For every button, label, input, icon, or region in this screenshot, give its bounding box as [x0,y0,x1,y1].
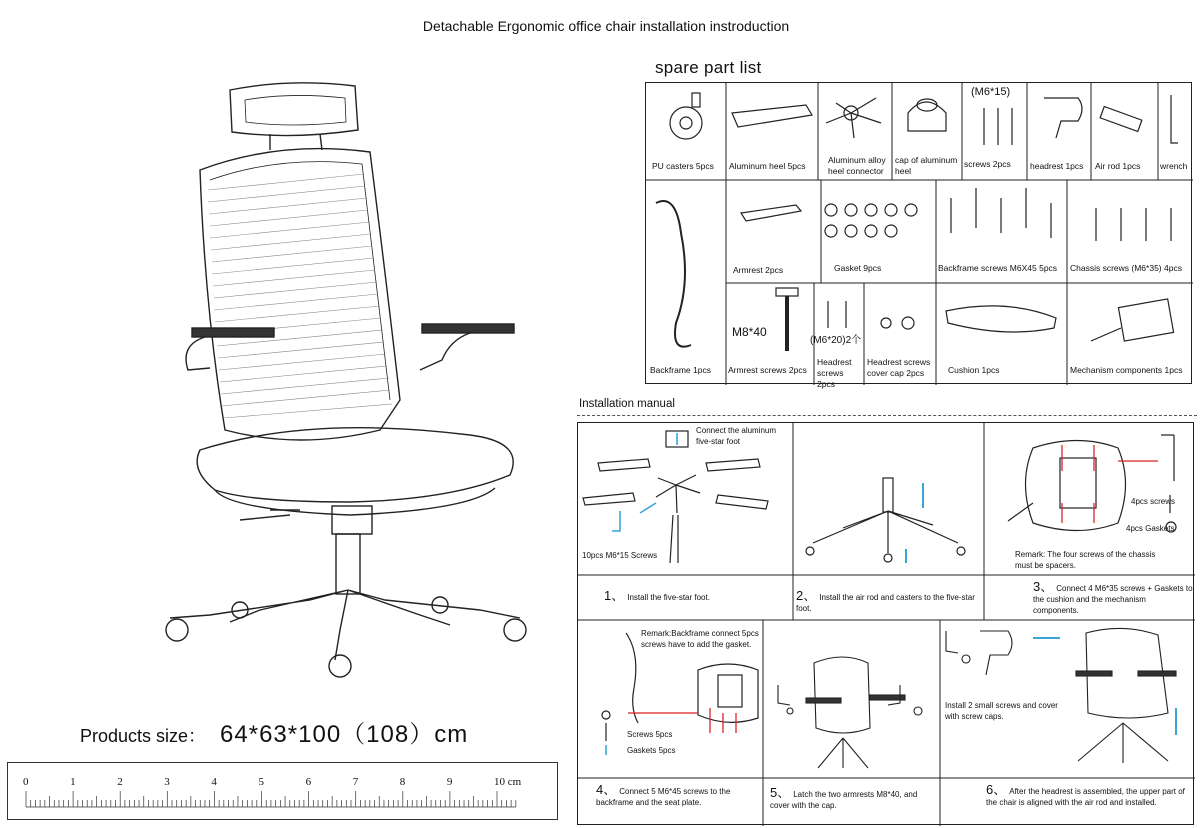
installation-grid [577,422,1194,825]
ruler-label: 10 cm [494,776,522,788]
step-5-caption [770,787,935,811]
step4-remark: Remark:Backframe connect 5pcs screws have to add the gasket. [641,629,759,649]
part-gasket: Gasket 9pcs [834,263,882,273]
step4-screws-note: Screws 5pcs [627,730,673,739]
part-cap-of-aluminum-heel: cap of aluminum heel [895,155,958,176]
ruler-label: 0 [23,776,29,788]
step6-note: Install 2 small screws and cover with screw caps. [945,701,1058,721]
part-headrest-cover-cap: Headrest screws cover cap 2pcs [867,357,931,378]
step-2-text: Install the air rod and casters to the five-star foot. [796,593,975,613]
step-2-caption [796,590,981,614]
step3-remark: Remark: The four screws of the chassis must be spacers. [1015,550,1156,570]
step-4-number: 4、 [596,782,617,797]
part-aluminum-alloy-connector: Aluminum alloy heel connector [828,155,886,176]
part-pu-casters: PU casters 5pcs [652,161,714,171]
part-backframe-screws: Backframe screws M6X45 5pcs [938,263,1058,273]
spare-part-list-title: spare part list [655,58,762,77]
ruler [7,762,558,820]
part-headrest: headrest 1pcs [1030,161,1084,171]
step-3-text: Connect 4 M6*35 screws + Gaskets to the cushion and the mechanism components. [1033,584,1193,615]
step-3-number: 3、 [1033,579,1054,594]
step1-callout: Connect the aluminum five-star foot [696,426,777,446]
step3-gaskets-note: 4pcs Gaskets [1126,524,1175,533]
ruler-label: 4 [211,776,217,788]
part-air-rod: Air rod 1pcs [1095,161,1141,171]
ruler-label: 3 [164,776,170,788]
ruler-label: 2 [117,776,123,788]
part-headrest-screws: Headrest screws 2pcs [817,357,852,389]
chair-illustration [150,70,550,680]
installation-manual-title: Installation manual [579,398,675,410]
spare-part-table [645,82,1192,389]
step-4-text: Connect 5 M6*45 screws to the backframe and the seat plate. [596,787,731,807]
page-title: Detachable Ergonomic office chair installation instroduction [422,18,790,34]
part-armrest: Armrest 2pcs [733,265,784,275]
part-screws-m6-15-tag: (M6*15) [971,86,1011,98]
step-5-text: Latch the two armrests M8*40, and cover with the cap. [770,790,918,810]
step-1-text: Install the five-star foot. [627,593,710,602]
step-1-caption [604,590,789,603]
part-backframe: Backframe 1pcs [650,365,711,375]
part-wrench: wrench [1160,161,1188,171]
step-6-caption [986,784,1191,808]
step4-gaskets-note: Gaskets 5pcs [627,746,676,755]
step-6-number: 6、 [986,782,1007,797]
dashed-divider [577,415,1197,416]
product-size-label: Products size： [80,726,207,746]
part-armrest-screws: Armrest screws 2pcs [728,365,807,375]
ruler-label: 1 [70,776,76,788]
part-chassis-screws: Chassis screws (M6*35) 4pcs [1070,263,1182,273]
step-1-number: 1、 [604,588,625,603]
step1-screws-note: 10pcs M6*15 Screws [582,551,658,560]
step-4-caption [596,784,761,808]
ruler-label: 9 [446,776,453,788]
step-5-number: 5、 [770,785,791,800]
part-headrest-screws-tag: (M6*20)2个 [810,335,862,346]
part-aluminum-heel: Aluminum heel 5pcs [729,161,806,171]
step3-screws-note: 4pcs screws [1131,497,1176,506]
step-3-caption [1033,581,1193,616]
ruler-label: 6 [305,776,312,788]
product-size [80,714,468,749]
ruler-label: 8 [399,776,406,788]
part-screws-m6-15: screws 2pcs [964,159,1011,169]
part-cushion: Cushion 1pcs [948,365,1000,375]
ruler-label: 7 [352,776,359,788]
part-armrest-screws-tag: M8*40 [732,325,767,339]
part-mechanism: Mechanism components 1pcs [1070,365,1183,375]
step-6-text: After the headrest is assembled, the upper part of the chair is aligned with the air rod and installed. [986,787,1185,807]
ruler-label: 5 [258,776,264,788]
product-size-value: 64*63*100（108）cm [220,721,469,748]
step-2-number: 2、 [796,588,817,603]
